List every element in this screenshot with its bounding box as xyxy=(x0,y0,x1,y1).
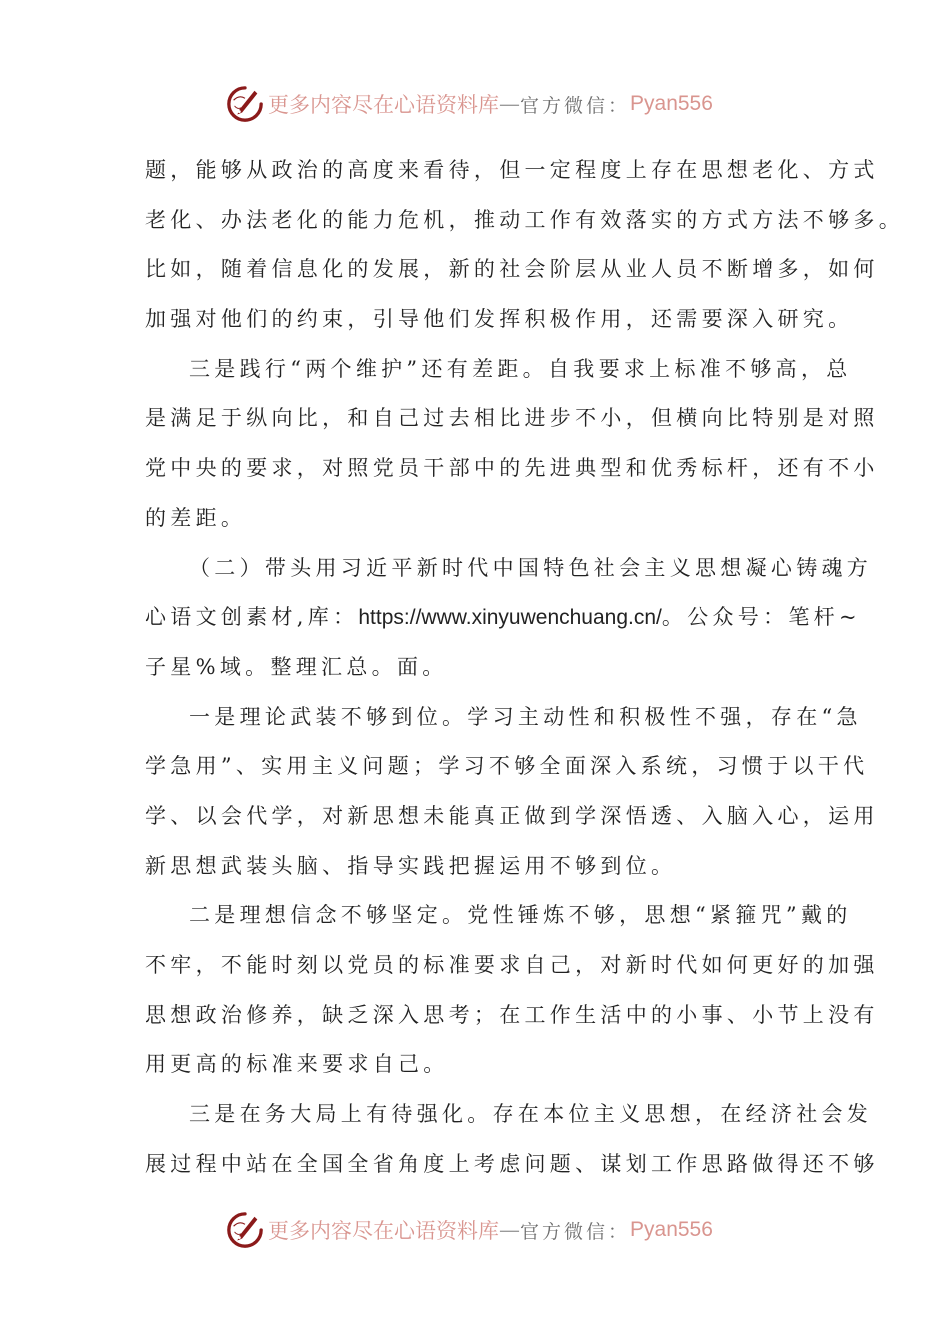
text-line: 党中央的要求，对照党员干部中的先进典型和优秀标杆，还有不小 xyxy=(145,456,879,481)
banner-dash: — xyxy=(499,1218,520,1242)
text-line: 用更高的标准来要求自己。 xyxy=(145,1052,449,1077)
text-line: 题，能够从政治的高度来看待，但一定程度上存在思想老化、方式 xyxy=(145,158,879,182)
watermark-url-link[interactable]: https://www.xinyuwenchuang.cn/ xyxy=(358,606,662,630)
text-line: 展过程中站在全国全省角度上考虑问题、谋划工作思路做得还不够 xyxy=(145,1151,879,1176)
watermark-line xyxy=(145,593,861,643)
section-heading-line: （二）带头用习近平新时代中国特色社会主义思想凝心铸魂方 xyxy=(189,555,873,580)
text-line: 比如，随着信息化的发展，新的社会阶层从业人员不断增多，如何 xyxy=(145,257,879,282)
paragraph-start-line: 一是理论武装不够到位。学习主动性和积极性不强，存在“急 xyxy=(189,704,862,729)
text-line: 新思想武装头脑、指导实践把握运用不够到位。 xyxy=(145,853,677,878)
quill-pen-circle-icon xyxy=(226,85,264,123)
banner-wechat-label: 官方微信： xyxy=(520,94,631,117)
banner-wechat-id: Pyan556 xyxy=(630,1218,713,1241)
watermark-prefix: 心语文创素材,库： xyxy=(145,605,359,630)
text-line: 加强对他们的约束，引导他们发挥积极作用，还需要深入研究。 xyxy=(145,307,854,332)
text-line: 学急用”、实用主义问题；学习不够全面深入系统，习惯于以干代 xyxy=(145,754,869,779)
paragraph-start-line: 三是在务大局上有待强化。存在本位主义思想，在经济社会发 xyxy=(189,1102,873,1127)
text-line: 是满足于纵向比，和自己过去相比进步不小，但横向比特别是对照 xyxy=(145,406,879,431)
footer-banner xyxy=(226,1208,726,1252)
banner-main-text: 更多内容尽在心语资料库 xyxy=(268,93,499,117)
text-line: 子星%域。整理汇总。面。 xyxy=(145,654,448,679)
text-line: 老化、办法老化的能力危机，推动工作有效落实的方式方法不够多。 xyxy=(145,207,904,232)
banner-wechat-id: Pyan556 xyxy=(630,92,713,115)
banner-dash: — xyxy=(499,92,520,116)
text-line: 的差距。 xyxy=(145,505,247,530)
text-line: 不牢，不能时刻以党员的标准要求自己，对新时代如何更好的加强 xyxy=(145,953,879,977)
text-line: 思想政治修养，缺乏深入思考；在工作生活中的小事、小节上没有 xyxy=(145,1002,879,1027)
banner-wechat-label: 官方微信： xyxy=(520,1220,631,1243)
document-body xyxy=(145,146,904,1189)
paragraph-start-line: 二是理想信念不够坚定。党性锤炼不够，思想“紧箍咒”戴的 xyxy=(189,903,852,928)
paragraph-start-line: 三是践行“两个维护”还有差距。自我要求上标准不够高，总 xyxy=(189,356,852,381)
text-line: 学、以会代学，对新思想未能真正做到学深悟透、入脑入心，运用 xyxy=(145,803,879,828)
banner-main-text: 更多内容尽在心语资料库 xyxy=(268,1219,499,1243)
quill-pen-circle-icon xyxy=(226,1211,264,1249)
watermark-suffix: 。公众号：笔杆~ xyxy=(661,605,861,630)
header-banner xyxy=(226,82,726,126)
